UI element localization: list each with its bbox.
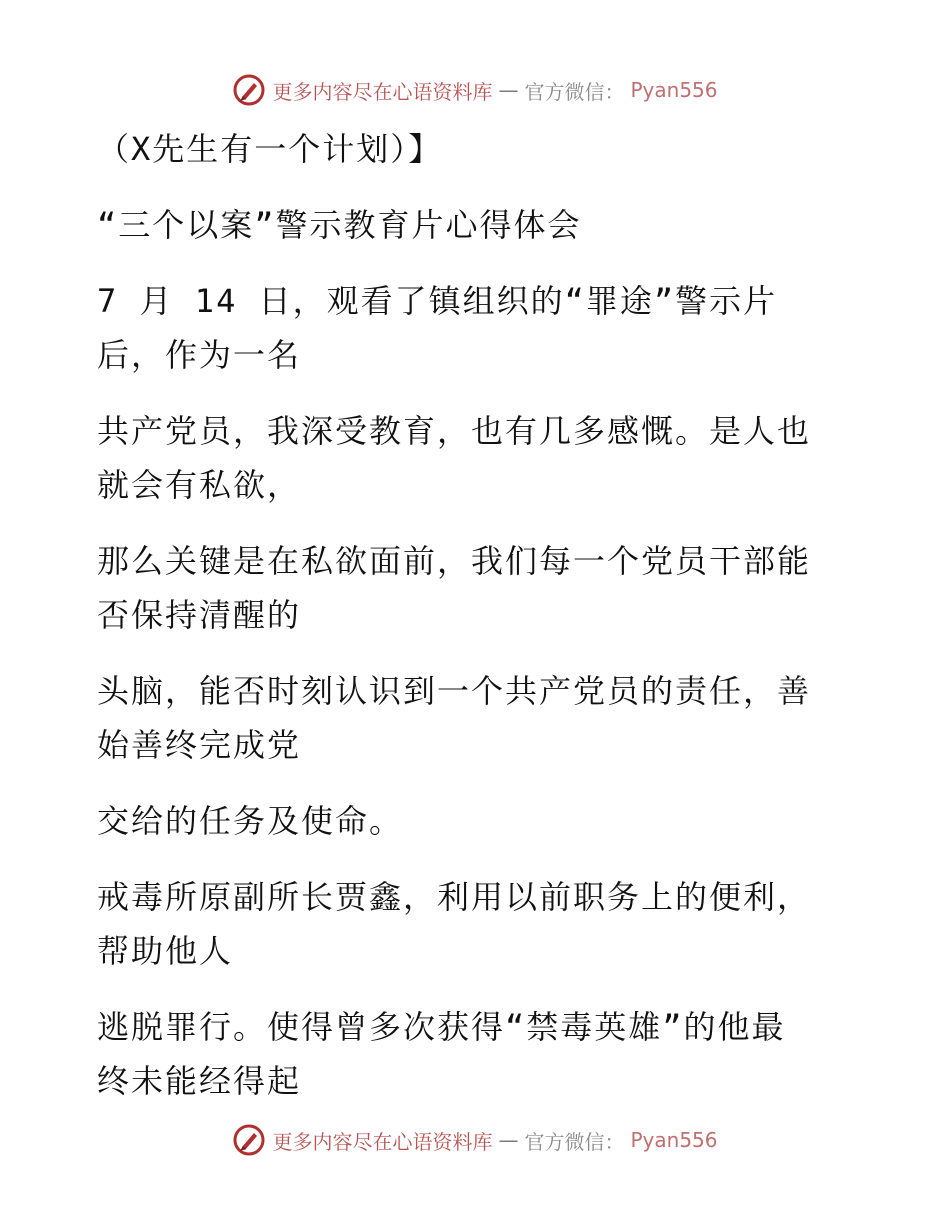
pen-logo-icon	[232, 73, 266, 107]
watermark-header	[0, 70, 950, 110]
document-title: “三个以案”警示教育片心得体会	[97, 206, 582, 244]
watermark-separator: —	[498, 78, 519, 102]
text-line: 7 月 14 日，观看了镇组织的“罪途”警示片	[97, 282, 778, 320]
text-line: 逃脱罪行。使得曾多次获得“禁毒英雄”的他最	[97, 1008, 786, 1046]
text-line: 那么关键是在私欲面前，我们每一个党员干部能	[97, 542, 812, 580]
text-line: 头脑，能否时刻认识到一个共产党员的责任，善	[97, 672, 812, 710]
document-body	[97, 122, 857, 1108]
watermark-footer	[0, 1120, 950, 1160]
watermark-id: Pyan556	[630, 1128, 718, 1152]
watermark-id: Pyan556	[630, 78, 718, 102]
pen-logo-icon	[232, 1123, 266, 1157]
text-line: 终未能经得起	[97, 1062, 302, 1100]
watermark-separator: —	[498, 1128, 519, 1152]
watermark-site-text: 更多内容尽在心语资料库	[272, 79, 493, 104]
text-line: 交给的任务及使命。	[97, 802, 404, 840]
watermark-site-text: 更多内容尽在心语资料库	[272, 1129, 493, 1154]
text-line: 共产党员，我深受教育，也有几多感慨。是人也	[97, 412, 812, 450]
text-line: 否保持清醒的	[97, 596, 302, 634]
text-line: 就会有私欲，	[97, 466, 302, 504]
text-line: 帮助他人	[97, 932, 234, 970]
text-line: （X先生有一个计划）】	[97, 130, 443, 168]
text-line: 戒毒所原副所长贾鑫，利用以前职务上的便利，	[97, 878, 812, 916]
text-line: 后，作为一名	[97, 336, 302, 374]
watermark-label: 官方微信：	[524, 79, 625, 104]
text-line: 始善终完成党	[97, 726, 302, 764]
watermark-label: 官方微信：	[524, 1129, 625, 1154]
